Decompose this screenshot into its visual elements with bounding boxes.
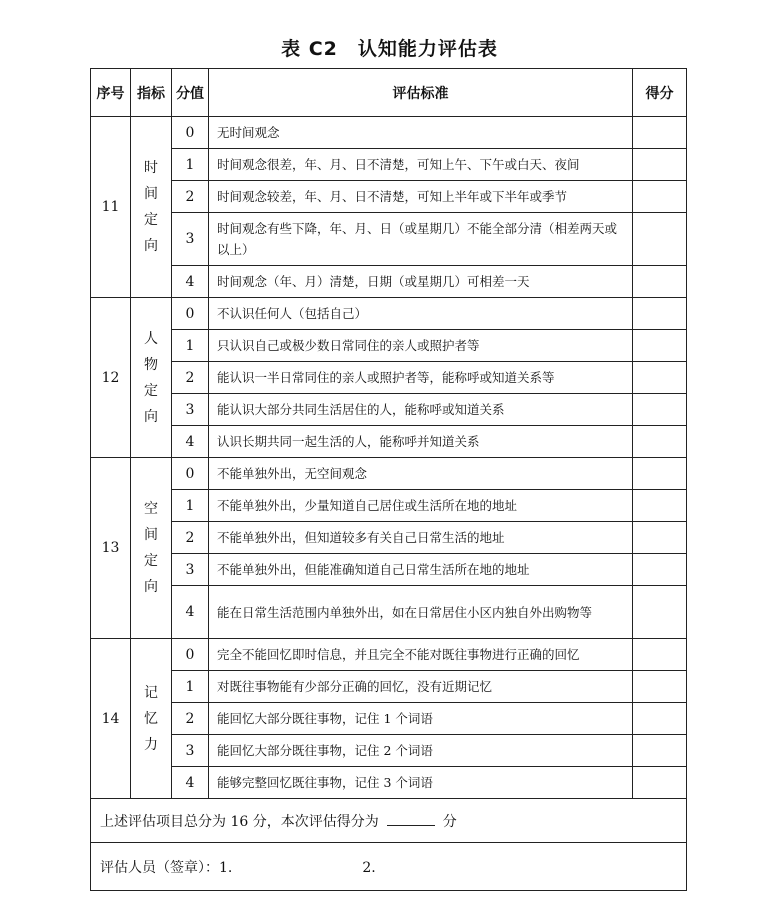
criteria-cell: 能认识大部分共同生活居住的人，能称呼或知道关系 bbox=[209, 394, 633, 426]
header-got: 得分 bbox=[633, 69, 687, 117]
table-row bbox=[91, 362, 687, 394]
total-score-blank[interactable] bbox=[387, 811, 435, 826]
score-cell: 1 bbox=[172, 149, 209, 181]
got-cell[interactable] bbox=[633, 266, 687, 298]
got-cell[interactable] bbox=[633, 703, 687, 735]
criteria-cell: 只认识自己或极少数日常同住的亲人或照护者等 bbox=[209, 330, 633, 362]
got-cell[interactable] bbox=[633, 426, 687, 458]
got-cell[interactable] bbox=[633, 149, 687, 181]
got-cell[interactable] bbox=[633, 586, 687, 639]
signature-cell bbox=[91, 843, 687, 891]
indicator-label: 记忆力 bbox=[144, 684, 158, 753]
signature-row bbox=[91, 843, 687, 891]
indicator-label: 时间定向 bbox=[144, 160, 158, 254]
assessment-table bbox=[90, 68, 687, 891]
got-cell[interactable] bbox=[633, 394, 687, 426]
got-cell[interactable] bbox=[633, 671, 687, 703]
score-cell: 0 bbox=[172, 117, 209, 149]
score-cell: 0 bbox=[172, 639, 209, 671]
criteria-cell: 能回忆大部分既往事物，记住 2 个词语 bbox=[209, 735, 633, 767]
score-cell: 3 bbox=[172, 394, 209, 426]
indicator-cell bbox=[131, 298, 172, 458]
criteria-cell: 无时间观念 bbox=[209, 117, 633, 149]
table-row bbox=[91, 298, 687, 330]
seq-cell: 14 bbox=[91, 639, 131, 799]
criteria-cell: 不能单独外出，无空间观念 bbox=[209, 458, 633, 490]
got-cell[interactable] bbox=[633, 735, 687, 767]
criteria-cell: 认识长期共同一起生活的人，能称呼并知道关系 bbox=[209, 426, 633, 458]
criteria-cell: 不能单独外出，但知道较多有关自己日常生活的地址 bbox=[209, 522, 633, 554]
table-row bbox=[91, 735, 687, 767]
got-cell[interactable] bbox=[633, 298, 687, 330]
criteria-cell: 能够完整回忆既往事物，记住 3 个词语 bbox=[209, 767, 633, 799]
header-indicator: 指标 bbox=[131, 69, 172, 117]
table-row bbox=[91, 266, 687, 298]
indicator-label: 人物定向 bbox=[144, 330, 158, 425]
score-cell: 3 bbox=[172, 554, 209, 586]
score-cell: 1 bbox=[172, 490, 209, 522]
criteria-cell: 能回忆大部分既往事物，记住 1 个词语 bbox=[209, 703, 633, 735]
signature-second: 2. bbox=[362, 859, 376, 876]
table-row bbox=[91, 554, 687, 586]
score-cell: 4 bbox=[172, 586, 209, 639]
score-cell: 3 bbox=[172, 735, 209, 767]
score-cell: 2 bbox=[172, 362, 209, 394]
score-cell: 0 bbox=[172, 458, 209, 490]
table-row bbox=[91, 671, 687, 703]
criteria-cell: 完全不能回忆即时信息，并且完全不能对既往事物进行正确的回忆 bbox=[209, 639, 633, 671]
score-cell: 4 bbox=[172, 266, 209, 298]
summary-text: 上述评估项目总分为 16 分，本次评估得分为 bbox=[100, 813, 379, 830]
table-row bbox=[91, 213, 687, 266]
table-row bbox=[91, 767, 687, 799]
got-cell[interactable] bbox=[633, 554, 687, 586]
score-cell: 3 bbox=[172, 213, 209, 266]
table-row bbox=[91, 426, 687, 458]
summary-cell bbox=[91, 799, 687, 843]
got-cell[interactable] bbox=[633, 639, 687, 671]
score-cell: 0 bbox=[172, 298, 209, 330]
table-row bbox=[91, 149, 687, 181]
table-row bbox=[91, 490, 687, 522]
seq-cell: 13 bbox=[91, 458, 131, 639]
got-cell[interactable] bbox=[633, 458, 687, 490]
score-cell: 1 bbox=[172, 671, 209, 703]
summary-unit: 分 bbox=[442, 813, 457, 830]
criteria-cell: 不认识任何人（包括自己） bbox=[209, 298, 633, 330]
score-cell: 2 bbox=[172, 522, 209, 554]
table-row bbox=[91, 639, 687, 671]
criteria-cell: 不能单独外出，但能准确知道自己日常生活所在地的地址 bbox=[209, 554, 633, 586]
got-cell[interactable] bbox=[633, 490, 687, 522]
header-seq: 序号 bbox=[91, 69, 131, 117]
criteria-cell: 能认识一半日常同住的亲人或照护者等，能称呼或知道关系等 bbox=[209, 362, 633, 394]
criteria-cell: 时间观念（年、月）清楚，日期（或星期几）可相差一天 bbox=[209, 266, 633, 298]
page-title: 表 C2 认知能力评估表 bbox=[281, 38, 498, 60]
summary-row bbox=[91, 799, 687, 843]
seq-cell: 12 bbox=[91, 298, 131, 458]
table-row bbox=[91, 181, 687, 213]
header-criteria: 评估标准 bbox=[209, 69, 633, 117]
score-cell: 4 bbox=[172, 426, 209, 458]
criteria-cell: 对既往事物能有少部分正确的回忆，没有近期记忆 bbox=[209, 671, 633, 703]
got-cell[interactable] bbox=[633, 362, 687, 394]
criteria-cell: 时间观念很差，年、月、日不清楚，可知上午、下午或白天、夜间 bbox=[209, 149, 633, 181]
table-row bbox=[91, 458, 687, 490]
signature-label: 评估人员（签章）：1. bbox=[100, 859, 233, 876]
got-cell[interactable] bbox=[633, 330, 687, 362]
got-cell[interactable] bbox=[633, 213, 687, 266]
got-cell[interactable] bbox=[633, 117, 687, 149]
table-row bbox=[91, 117, 687, 149]
indicator-cell bbox=[131, 639, 172, 799]
indicator-label: 空间定向 bbox=[144, 501, 158, 595]
got-cell[interactable] bbox=[633, 767, 687, 799]
header-score: 分值 bbox=[172, 69, 209, 117]
table-row bbox=[91, 522, 687, 554]
got-cell[interactable] bbox=[633, 181, 687, 213]
criteria-cell: 能在日常生活范围内单独外出，如在日常居住小区内独自外出购物等 bbox=[209, 586, 633, 639]
score-cell: 4 bbox=[172, 767, 209, 799]
table-row bbox=[91, 586, 687, 639]
table-row bbox=[91, 703, 687, 735]
indicator-cell bbox=[131, 117, 172, 298]
score-cell: 2 bbox=[172, 181, 209, 213]
score-cell: 2 bbox=[172, 703, 209, 735]
header-row bbox=[91, 69, 687, 117]
indicator-cell bbox=[131, 458, 172, 639]
seq-cell: 11 bbox=[91, 117, 131, 298]
table-row bbox=[91, 394, 687, 426]
criteria-cell: 不能单独外出，少量知道自己居住或生活所在地的地址 bbox=[209, 490, 633, 522]
score-cell: 1 bbox=[172, 330, 209, 362]
criteria-cell: 时间观念较差，年、月、日不清楚，可知上半年或下半年或季节 bbox=[209, 181, 633, 213]
criteria-cell: 时间观念有些下降，年、月、日（或星期几）不能全部分清（相差两天或以上） bbox=[209, 213, 633, 266]
got-cell[interactable] bbox=[633, 522, 687, 554]
table-row bbox=[91, 330, 687, 362]
